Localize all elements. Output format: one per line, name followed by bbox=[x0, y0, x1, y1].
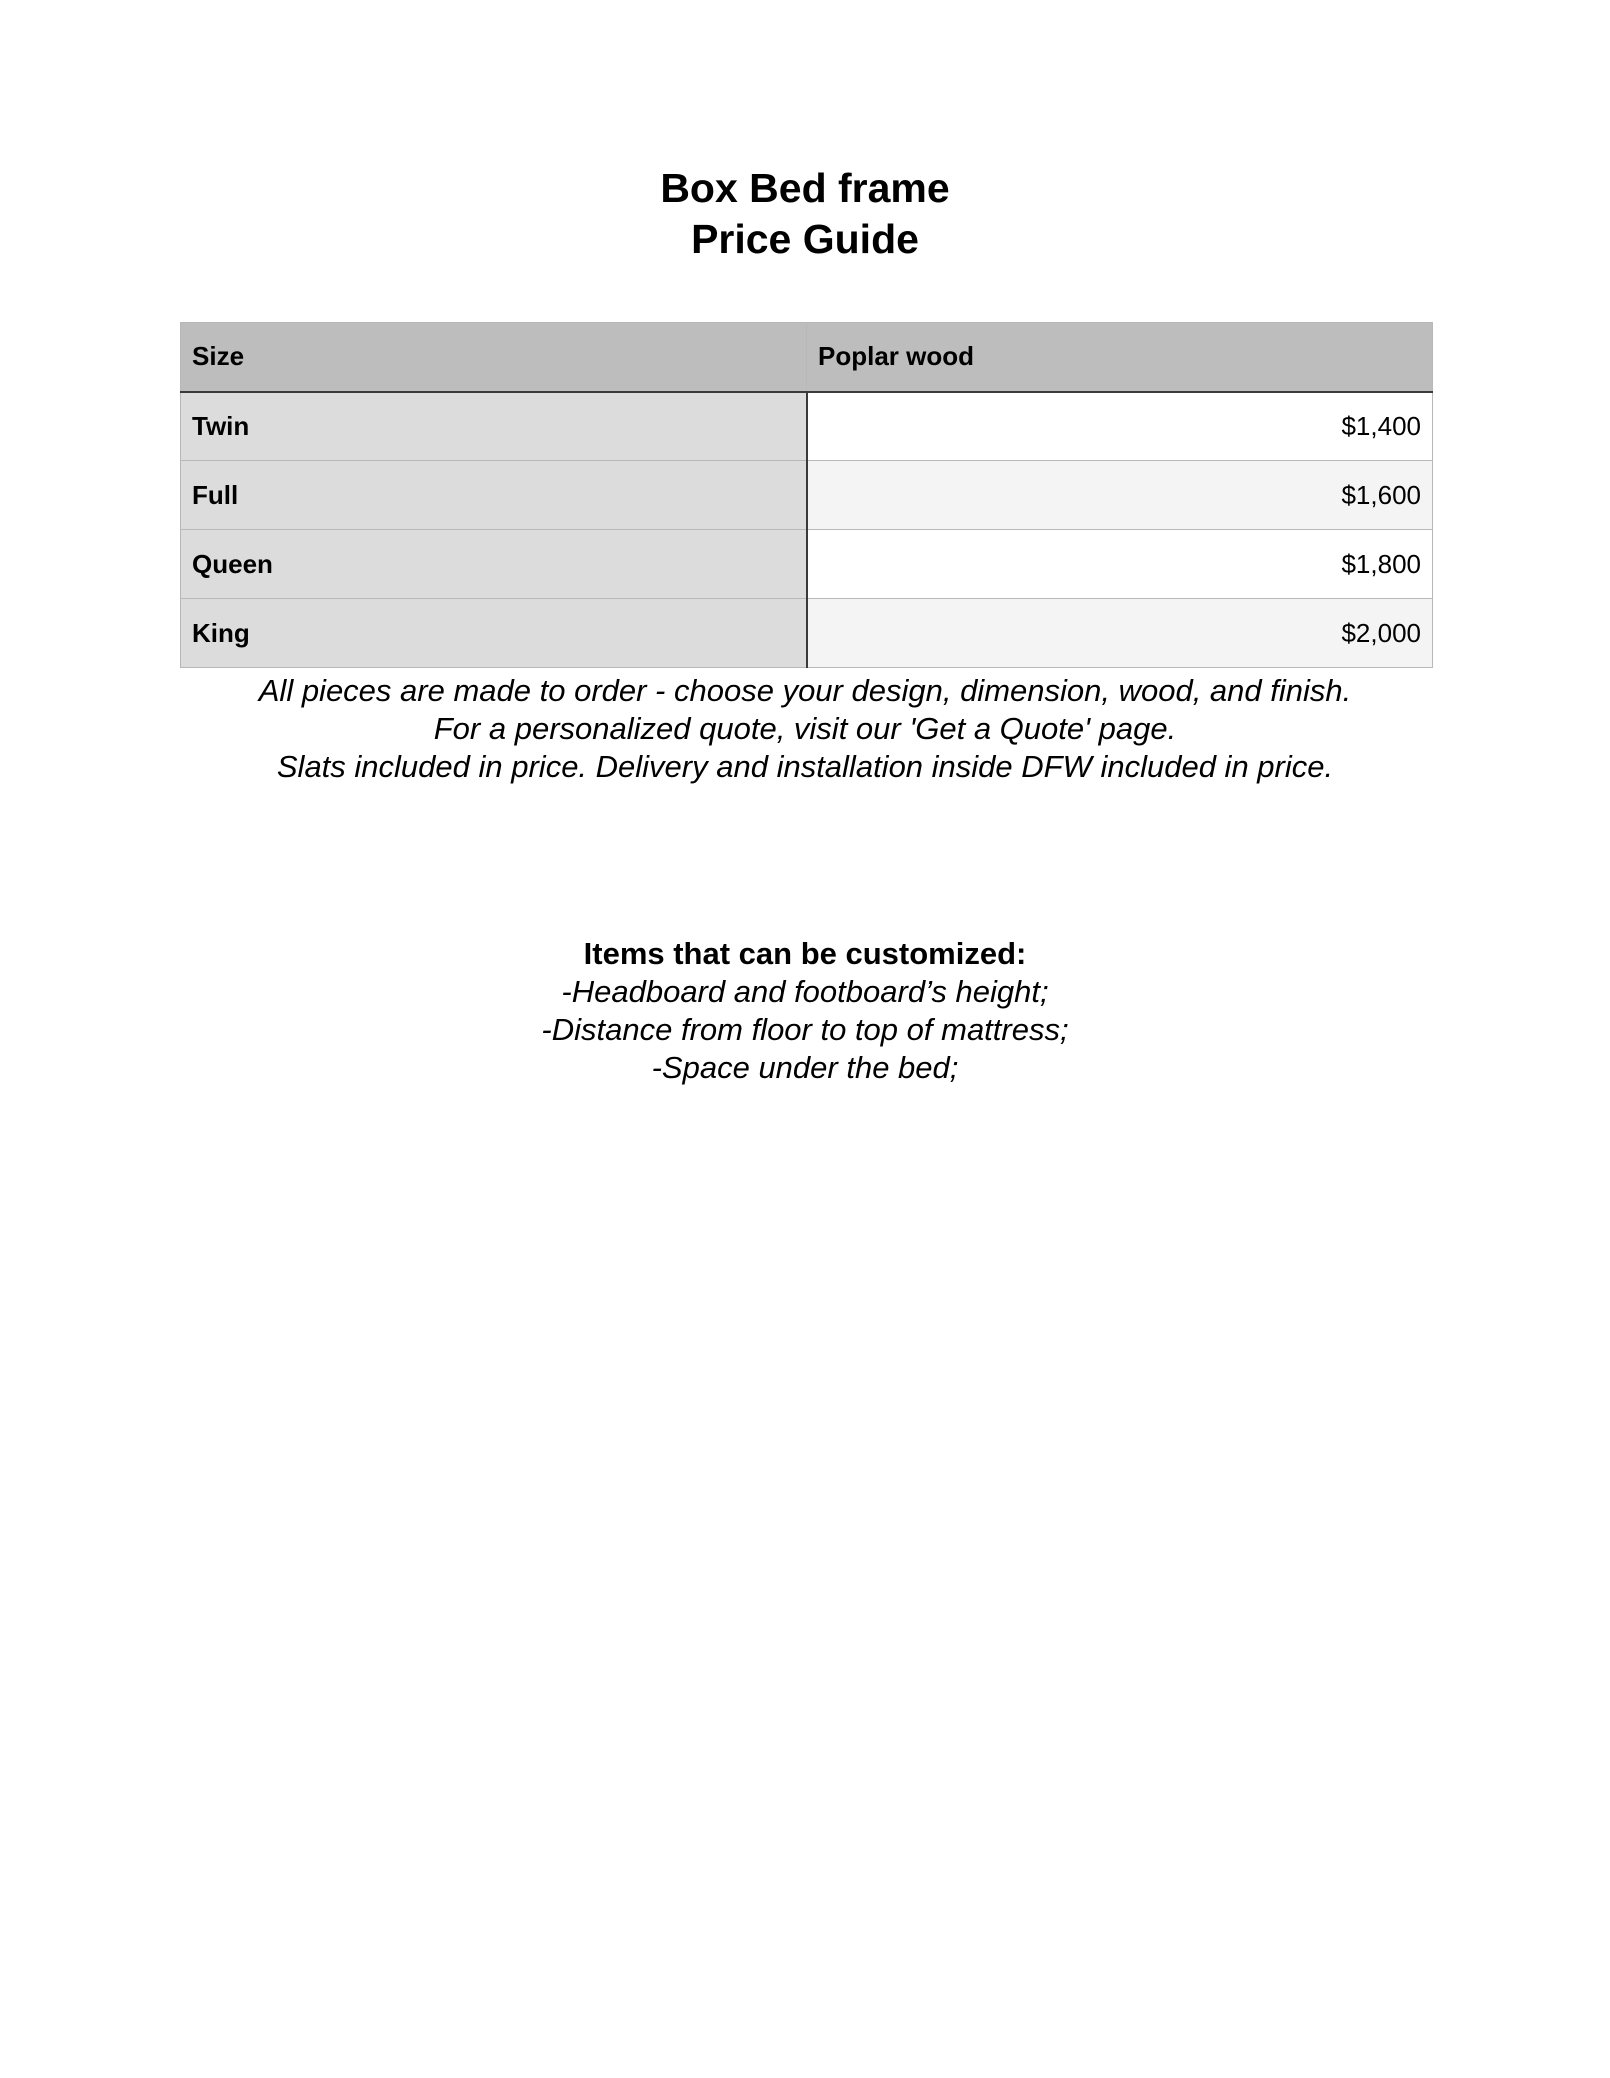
price-cell: $1,400 bbox=[807, 392, 1433, 461]
title-line-1: Box Bed frame bbox=[660, 165, 950, 211]
column-header-poplar-wood: Poplar wood bbox=[807, 323, 1433, 392]
title-line-2: Price Guide bbox=[691, 216, 919, 262]
note-line: All pieces are made to order - choose your design, dimension, wood, and finish. bbox=[258, 673, 1352, 708]
customizable-item: -Headboard and footboard’s height; bbox=[561, 974, 1049, 1009]
column-header-size: Size bbox=[181, 323, 807, 392]
note-line: For a personalized quote, visit our 'Get a Quote' page. bbox=[433, 711, 1177, 746]
size-cell: Twin bbox=[181, 392, 807, 461]
size-cell: Queen bbox=[181, 530, 807, 599]
table-row bbox=[181, 599, 1433, 668]
size-cell: Full bbox=[181, 461, 807, 530]
size-cell: King bbox=[181, 599, 807, 668]
price-cell: $2,000 bbox=[807, 599, 1433, 668]
table-row bbox=[181, 461, 1433, 530]
customizable-item: -Space under the bed; bbox=[651, 1050, 959, 1085]
price-table bbox=[180, 322, 1433, 668]
price-cell: $1,600 bbox=[807, 461, 1433, 530]
table-row bbox=[181, 392, 1433, 461]
customizable-heading: Items that can be customized: bbox=[583, 936, 1027, 971]
customizable-section bbox=[0, 935, 1610, 1087]
pricing-notes bbox=[0, 672, 1610, 786]
customizable-item: -Distance from floor to top of mattress; bbox=[541, 1012, 1069, 1047]
table-header-row bbox=[181, 323, 1433, 392]
note-line: Slats included in price. Delivery and installation inside DFW included in price. bbox=[276, 749, 1334, 784]
price-cell: $1,800 bbox=[807, 530, 1433, 599]
table-row bbox=[181, 530, 1433, 599]
page-title bbox=[0, 163, 1610, 265]
